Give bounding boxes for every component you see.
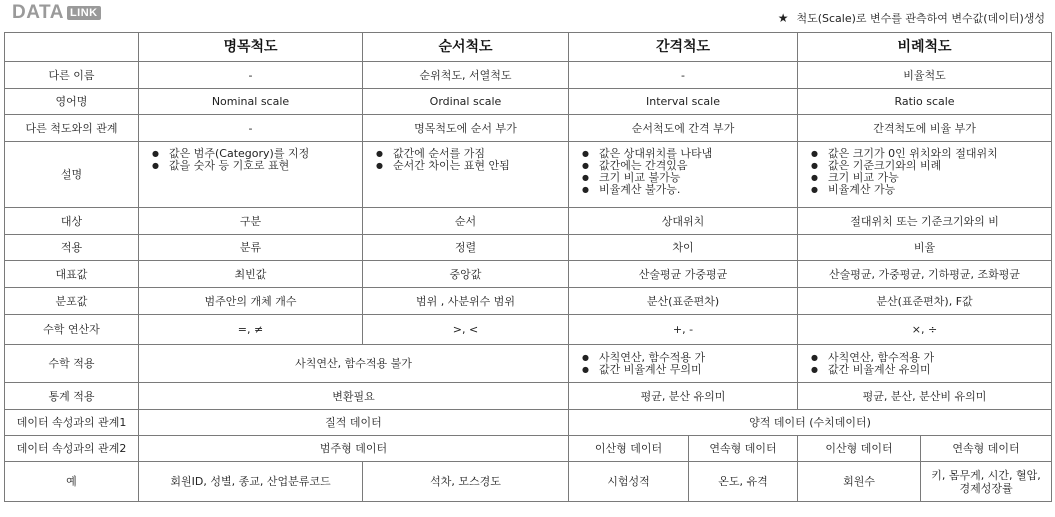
list-item: ● 순서간 차이는 표현 안됨	[393, 160, 564, 172]
scale-note	[778, 10, 1045, 26]
list-item: ● 비율계산 가능	[828, 184, 1047, 196]
scale-note-text: 척도(Scale)로 변수를 관측하여 변수값(데이터)생성	[796, 12, 1045, 25]
description-list	[802, 148, 1047, 196]
row-target	[5, 208, 1052, 235]
cell-ratio: 분산(표준편차), F값	[798, 288, 1052, 315]
cell-ordinal: 순서	[363, 208, 569, 235]
cell-ratio: 비율	[798, 235, 1052, 261]
cell-ratio-continuous: 연속형 데이터	[921, 436, 1052, 462]
cell-ratio-discrete: 회원수	[798, 462, 921, 502]
row-label: 분포값	[5, 288, 139, 315]
row-label: 대상	[5, 208, 139, 235]
header-nominal: 명목척도	[139, 33, 363, 62]
datalink-logo	[12, 3, 101, 23]
cell-nominal: -	[139, 115, 363, 142]
list-item: ● 값간에는 간격있음	[599, 160, 793, 172]
row-stats	[5, 383, 1052, 410]
cell-ratio: 평균, 분산, 분산비 유의미	[798, 383, 1052, 410]
list-item: ● 값을 숫자 등 기호로 표현	[169, 160, 358, 172]
row-label: 영어명	[5, 89, 139, 115]
header-row	[5, 33, 1052, 62]
row-label: 적용	[5, 235, 139, 261]
cell-interval: 상대위치	[569, 208, 798, 235]
cell-nominal	[139, 142, 363, 208]
cell-nominal: -	[139, 62, 363, 89]
description-list	[573, 148, 793, 196]
cell-ordinal: Ordinal scale	[363, 89, 569, 115]
cell-interval: 평균, 분산 유의미	[569, 383, 798, 410]
cell-ordinal: 범위 , 사분위수 범위	[363, 288, 569, 315]
row-english	[5, 89, 1052, 115]
row-label: 데이터 속성과의 관계1	[5, 410, 139, 436]
cell-ratio	[798, 142, 1052, 208]
cell-interval	[569, 142, 798, 208]
row-attr1	[5, 410, 1052, 436]
cell-interval: Interval scale	[569, 89, 798, 115]
cell-ratio-discrete: 이산형 데이터	[798, 436, 921, 462]
cell-ratio: 간격척도에 비율 부가	[798, 115, 1052, 142]
math-list	[573, 352, 793, 376]
cell-ordinal: 순위척도, 서열척도	[363, 62, 569, 89]
cell-categorical: 범주형 데이터	[139, 436, 569, 462]
star-icon: ★	[777, 11, 789, 25]
row-other-name	[5, 62, 1052, 89]
cell-ordinal: 중앙값	[363, 261, 569, 288]
cell-interval	[569, 345, 798, 383]
cell-interval: +, -	[569, 315, 798, 345]
header-ordinal: 순서척도	[363, 33, 569, 62]
row-representative	[5, 261, 1052, 288]
description-list	[367, 148, 564, 172]
row-relation	[5, 115, 1052, 142]
cell-interval: 산술평균 가중평균	[569, 261, 798, 288]
row-label: 다른 이름	[5, 62, 139, 89]
cell-interval: 차이	[569, 235, 798, 261]
cell-ratio	[798, 345, 1052, 383]
math-list	[802, 352, 1047, 376]
cell-ordinal: 석차, 모스경도	[363, 462, 569, 502]
row-label: 수학 연산자	[5, 315, 139, 345]
list-item: ● 값은 크기가 0인 위치와의 절대위치	[828, 148, 1047, 160]
cell-qualitative: 질적 데이터	[139, 410, 569, 436]
cell-ratio: 산술평균, 가중평균, 기하평균, 조화평균	[798, 261, 1052, 288]
list-item: ● 크기 비교 가능	[828, 172, 1047, 184]
cell-ratio: ×, ÷	[798, 315, 1052, 345]
list-item: ● 비율계산 불가능.	[599, 184, 793, 196]
row-example	[5, 462, 1052, 502]
cell-ratio: 비율척도	[798, 62, 1052, 89]
description-list	[143, 148, 358, 172]
cell-interval: 분산(표준편차)	[569, 288, 798, 315]
cell-ordinal: >, <	[363, 315, 569, 345]
list-item: ● 값은 기준크기와의 비례	[828, 160, 1047, 172]
list-item: ● 값은 범주(Category)를 지정	[169, 148, 358, 160]
list-item: ● 값간 비율계산 유의미	[828, 364, 1047, 376]
row-distribution	[5, 288, 1052, 315]
row-label: 데이터 속성과의 관계2	[5, 436, 139, 462]
row-label: 수학 적용	[5, 345, 139, 383]
cell-nominal: 구분	[139, 208, 363, 235]
cell-qualitative: 변환필요	[139, 383, 569, 410]
cell-nominal: 최빈값	[139, 261, 363, 288]
row-label: 설명	[5, 142, 139, 208]
row-math	[5, 345, 1052, 383]
cell-ratio-continuous: 키, 몸무게, 시간, 혈압, 경제성장률	[921, 462, 1052, 502]
cell-interval-discrete: 이산형 데이터	[569, 436, 689, 462]
row-description	[5, 142, 1052, 208]
list-item: ● 사칙연산, 함수적용 가	[599, 352, 793, 364]
cell-ordinal	[363, 142, 569, 208]
cell-qualitative: 사칙연산, 함수적용 불가	[139, 345, 569, 383]
logo-data-text: DATA	[12, 2, 64, 23]
row-label: 다른 척도와의 관계	[5, 115, 139, 142]
row-label: 대표값	[5, 261, 139, 288]
row-apply	[5, 235, 1052, 261]
scale-comparison-table	[4, 32, 1052, 502]
cell-nominal: =, ≠	[139, 315, 363, 345]
cell-ratio: Ratio scale	[798, 89, 1052, 115]
cell-interval-discrete: 시험성적	[569, 462, 689, 502]
list-item: ● 크기 비교 불가능	[599, 172, 793, 184]
header-ratio: 비례척도	[798, 33, 1052, 62]
row-label: 통계 적용	[5, 383, 139, 410]
cell-nominal: 범주안의 개체 개수	[139, 288, 363, 315]
cell-interval: 순서척도에 간격 부가	[569, 115, 798, 142]
row-operators	[5, 315, 1052, 345]
header-blank	[5, 33, 139, 62]
cell-ordinal: 명목척도에 순서 부가	[363, 115, 569, 142]
row-attr2	[5, 436, 1052, 462]
list-item: ● 값간 비율계산 무의미	[599, 364, 793, 376]
cell-nominal: 분류	[139, 235, 363, 261]
cell-nominal: Nominal scale	[139, 89, 363, 115]
list-item: ● 값은 상대위치를 나타냄	[599, 148, 793, 160]
list-item: ● 값간에 순서를 가짐	[393, 148, 564, 160]
cell-quantitative: 양적 데이터 (수치데이터)	[569, 410, 1052, 436]
cell-nominal: 회원ID, 성별, 종교, 산업분류코드	[139, 462, 363, 502]
cell-interval: -	[569, 62, 798, 89]
header-interval: 간격척도	[569, 33, 798, 62]
cell-ratio: 절대위치 또는 기준크기와의 비	[798, 208, 1052, 235]
cell-ordinal: 정렬	[363, 235, 569, 261]
cell-interval-continuous: 온도, 유격	[689, 462, 798, 502]
logo-link-text: LINK	[67, 6, 101, 20]
list-item: ● 사칙연산, 함수적용 가	[828, 352, 1047, 364]
cell-interval-continuous: 연속형 데이터	[689, 436, 798, 462]
row-label: 예	[5, 462, 139, 502]
